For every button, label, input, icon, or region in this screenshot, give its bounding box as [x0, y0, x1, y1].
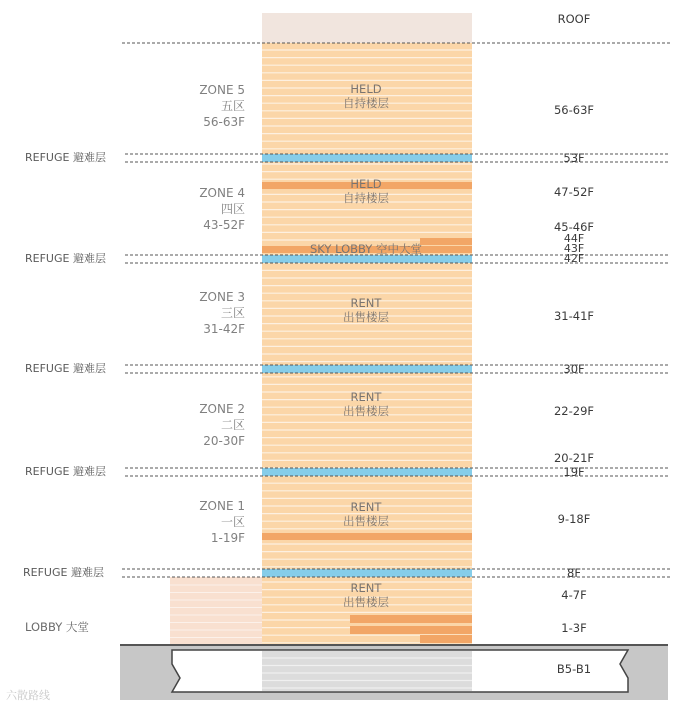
zone-3-use-en: RENT — [350, 296, 382, 310]
zone-1-range: 1-19F — [210, 531, 245, 545]
sky-lobby-label: SKY LOBBY 空中大堂 — [310, 242, 422, 256]
zone-3-use-cn: 出售楼层 — [343, 310, 389, 324]
floor-43: 43F — [563, 242, 585, 255]
floor-22-29: 22-29F — [553, 404, 595, 418]
zone-4-cn: 四区 — [220, 202, 245, 216]
refuge-band-0 — [262, 154, 472, 162]
refuge-label-42f: REFUGE 避难层 — [25, 252, 106, 265]
refuge-band-2 — [262, 365, 472, 373]
roof-label: ROOF — [557, 12, 591, 26]
zone-4-use-cn: 自持楼层 — [343, 191, 389, 205]
floor-20-21: 20-21F — [553, 451, 595, 465]
highlight-floor-1 — [420, 635, 472, 643]
zone-1-cn: 一区 — [220, 515, 245, 529]
floor-9-18: 9-18F — [557, 512, 591, 526]
refuge-band-4 — [262, 569, 472, 577]
floor-1-3: 1-3F — [561, 621, 587, 635]
zone-4-range: 43-52F — [203, 218, 245, 232]
highlight-floor-9 — [262, 533, 472, 540]
zone-3-cn: 三区 — [220, 306, 245, 320]
zone-5-use-cn: 自持楼层 — [343, 96, 389, 110]
refuge-band-1 — [262, 255, 472, 263]
floor-30: 30F — [563, 362, 585, 376]
zone-5-use-en: HELD — [350, 82, 382, 96]
floor-56-63: 56-63F — [553, 103, 595, 117]
zone-4-name: ZONE 4 — [199, 186, 245, 200]
floor-47-52: 47-52F — [553, 185, 595, 199]
floor-45-46: 45-46F — [553, 220, 595, 234]
zone-2-range: 20-30F — [203, 434, 245, 448]
floor-19: 19F — [563, 465, 585, 479]
refuge-label-19f: REFUGE 避难层 — [25, 465, 106, 478]
floor-8: 8F — [567, 566, 581, 580]
floor-53: 53F — [563, 151, 585, 165]
highlight-floor-2 — [350, 626, 472, 634]
refuge-label-53f: REFUGE 避难层 — [25, 151, 106, 164]
zone-5-cn: 五区 — [220, 99, 245, 113]
zone-2-cn: 二区 — [220, 418, 245, 432]
lobby-use-en: RENT — [350, 581, 382, 595]
roof-block — [262, 13, 472, 43]
zone-3-name: ZONE 3 — [199, 290, 245, 304]
floor-4-7: 4-7F — [561, 588, 587, 602]
refuge-label-8f: REFUGE 避难层 — [23, 566, 104, 579]
floor-44: 44F — [563, 232, 585, 245]
zone-1-use-cn: 出售楼层 — [343, 514, 389, 528]
podium-block — [170, 577, 262, 645]
zone-1-name: ZONE 1 — [199, 499, 245, 513]
zone-1-use-en: RENT — [350, 500, 382, 514]
lobby-use-cn: 出售楼层 — [343, 595, 389, 609]
zone-4-use-en: HELD — [350, 177, 382, 191]
zone-5-name: ZONE 5 — [199, 83, 245, 97]
highlight-floor-3 — [350, 615, 472, 623]
floor-basement: B5-B1 — [556, 662, 592, 676]
zone-2-use-en: RENT — [350, 390, 382, 404]
refuge-label-30f: REFUGE 避难层 — [25, 362, 106, 375]
zone-3-range: 31-42F — [203, 322, 245, 336]
zone-2-use-cn: 出售楼层 — [343, 404, 389, 418]
floor-31-41: 31-41F — [553, 309, 595, 323]
refuge-band-3 — [262, 468, 472, 476]
lobby-label: LOBBY 大堂 — [25, 620, 89, 634]
watermark: 六散路线 — [6, 689, 50, 702]
zone-5-range: 56-63F — [203, 115, 245, 129]
floor-42: 42F — [563, 252, 585, 265]
basement-band — [262, 651, 472, 691]
zone-2-name: ZONE 2 — [199, 402, 245, 416]
